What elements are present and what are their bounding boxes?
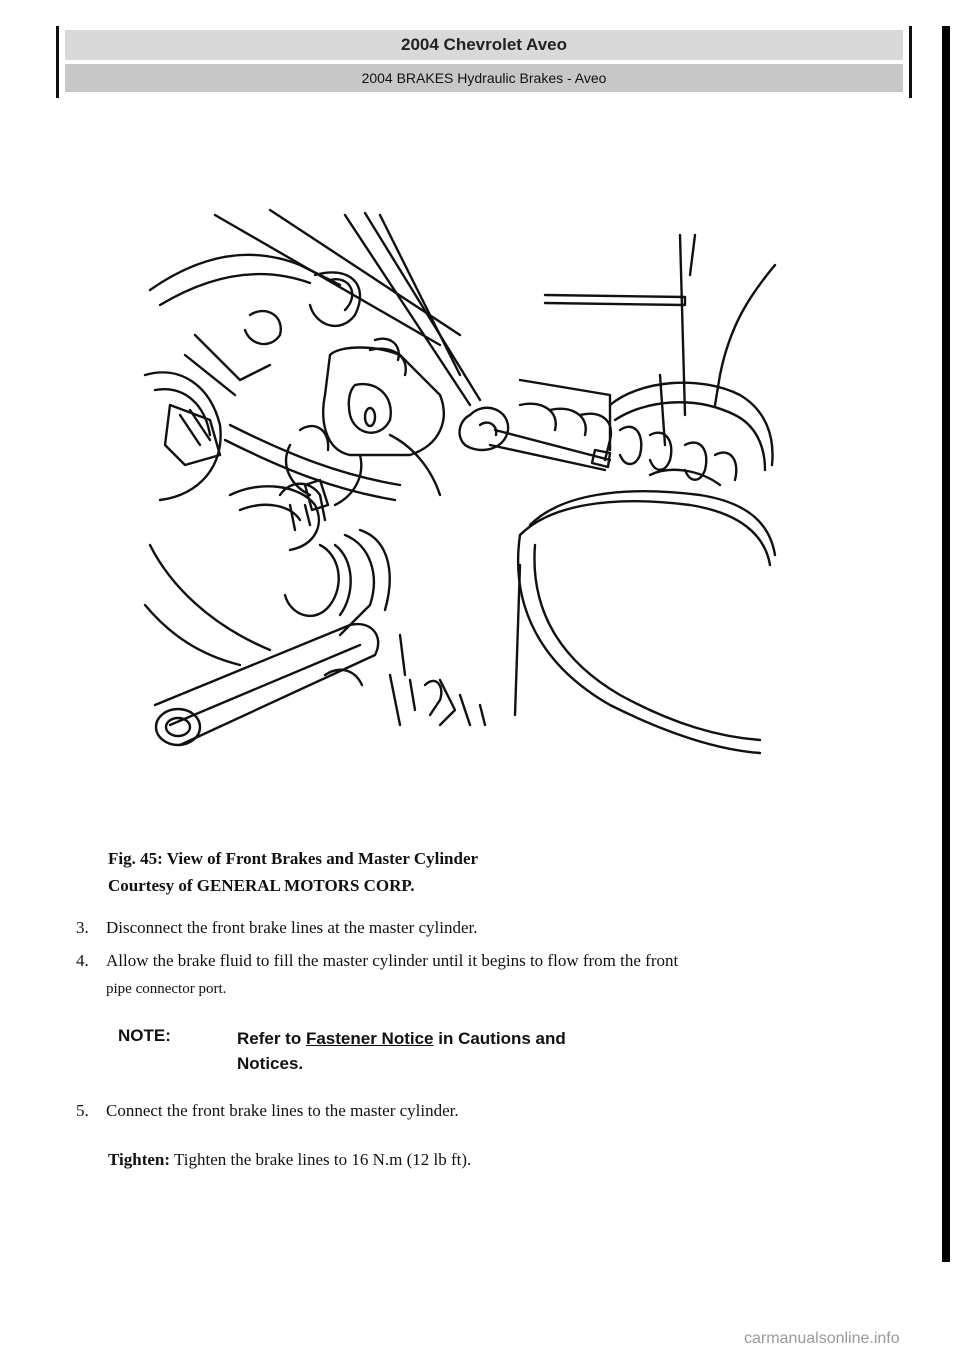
page-header xyxy=(56,26,912,98)
note-label: NOTE: xyxy=(118,1026,171,1045)
site-watermark: carmanualsonline.info xyxy=(744,1330,900,1347)
fastener-notice-link[interactable]: Fastener Notice xyxy=(305,1029,434,1048)
step-text: Allow the brake fluid to fill the master cylinder until it begins to flow from the front xyxy=(106,951,679,970)
document-subtitle: 2004 BRAKES Hydraulic Brakes - Aveo xyxy=(65,64,903,92)
caption-line-1: Fig. 45: View of Front Brakes and Master Cylinder xyxy=(108,849,479,868)
tighten-label: Tighten: xyxy=(108,1150,171,1169)
note-text xyxy=(237,1026,707,1076)
step-text: Disconnect the front brake lines at the master cylinder. xyxy=(106,918,478,937)
step-text-continued: pipe connector port. xyxy=(106,981,227,997)
note-line-2: Notices. xyxy=(237,1054,304,1073)
step-number: 4. xyxy=(76,951,89,970)
caption-line-2: Courtesy of GENERAL MOTORS CORP. xyxy=(108,876,415,895)
step-text: Connect the front brake lines to the master cylinder. xyxy=(106,1101,459,1120)
note-suffix: in Cautions and xyxy=(433,1029,566,1048)
step-number: 3. xyxy=(76,918,89,937)
tighten-text: Tighten the brake lines to 16 N.m (12 lb ft). xyxy=(170,1150,472,1169)
step-number: 5. xyxy=(76,1101,89,1120)
tighten-spec xyxy=(108,1150,471,1170)
document-title: 2004 Chevrolet Aveo xyxy=(65,30,903,60)
page-edge-bar xyxy=(942,26,950,1262)
brake-master-cylinder-illustration xyxy=(140,205,780,765)
note-prefix: Refer to xyxy=(237,1029,306,1048)
figure-caption xyxy=(108,845,478,899)
